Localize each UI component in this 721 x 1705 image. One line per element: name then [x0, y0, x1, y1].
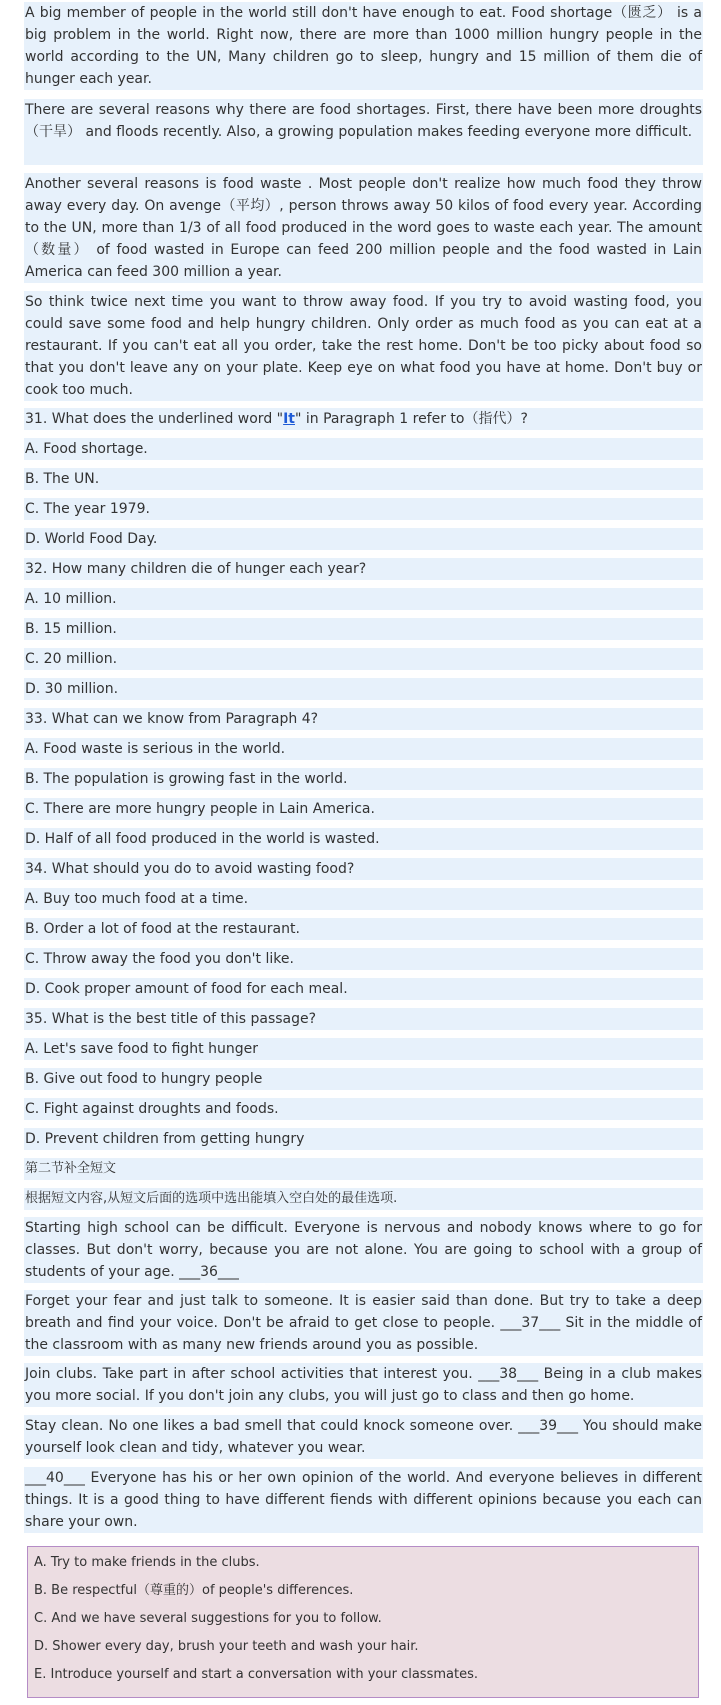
question-35-option-d: D. Prevent children from getting hungry	[24, 1128, 703, 1150]
cloze-paragraph-1: Starting high school can be difficult. Everyone is nervous and nobody knows where to go for classes. But don't worry, because you are not alone. You are going to school with a group of students of your age. ___36___	[24, 1217, 703, 1283]
passage-paragraph-4: So think twice next time you want to throw away food. If you try to avoid wasting food, you could save some food and help hungry children. Only order as much food as you can eat at a restaurant. If you can't eat all you order, take the rest home. Don't be too picky about food so that you don't leave any on your plate. Keep eye on what food you have at home. Don't buy or cook too much.	[24, 291, 703, 401]
question-31-suffix: " in Paragraph 1 refer to（指代）?	[295, 411, 528, 427]
question-33-option-c: C. There are more hungry people in Lain America.	[24, 798, 703, 820]
question-34-option-d: D. Cook proper amount of food for each meal.	[24, 978, 703, 1000]
question-33-option-a: A. Food waste is serious in the world.	[24, 738, 703, 760]
question-31	[24, 408, 703, 430]
question-32-option-b: B. 15 million.	[24, 618, 703, 640]
cloze-paragraph-5: ___40___ Everyone has his or her own opinion of the world. And everyone believes in different things. It is a good thing to have different fiends with different opinions because you each can share your own.	[24, 1467, 703, 1533]
question-33: 33. What can we know from Paragraph 4?	[24, 708, 703, 730]
question-32-option-d: D. 30 million.	[24, 678, 703, 700]
option-a: A. Try to make friends in the clubs.	[34, 1555, 260, 1570]
cloze-paragraph-4: Stay clean. No one likes a bad smell that could knock someone over. ___39___ You should make yourself look clean and tidy, whatever you wear.	[24, 1415, 703, 1459]
question-31-option-c: C. The year 1979.	[24, 498, 703, 520]
question-31-option-d: D. World Food Day.	[24, 528, 703, 550]
question-34-option-c: C. Throw away the food you don't like.	[24, 948, 703, 970]
section-heading: 第二节补全短文	[24, 1158, 703, 1180]
question-35-option-c: C. Fight against droughts and foods.	[24, 1098, 703, 1120]
question-31-option-a: A. Food shortage.	[24, 438, 703, 460]
section-instruction: 根据短文内容,从短文后面的选项中选出能填入空白处的最佳选项.	[24, 1188, 703, 1210]
question-34: 34. What should you do to avoid wasting food?	[24, 858, 703, 880]
question-31-prefix: 31. What does the underlined word "	[25, 411, 284, 427]
underlined-word: It	[283, 411, 295, 427]
question-35-option-a: A. Let's save food to fight hunger	[24, 1038, 703, 1060]
passage-paragraph-1: A big member of people in the world still don't have enough to eat. Food shortage（匮乏） is a big problem in the world. Right now, there are more than 1000 million hungry people in the world according to the UN, Many children go to sleep, hungry and 15 million of them die of hunger each year.	[24, 2, 703, 90]
passage-paragraph-2: There are several reasons why there are food shortages. First, there have been more droughts（干旱） and floods recently. Also, a growing population makes feeding everyone more difficult.	[24, 99, 703, 165]
question-32: 32. How many children die of hunger each year?	[24, 558, 703, 580]
question-33-option-d: D. Half of all food produced in the world is wasted.	[24, 828, 703, 850]
question-34-option-a: A. Buy too much food at a time.	[24, 888, 703, 910]
question-35-option-b: B. Give out food to hungry people	[24, 1068, 703, 1090]
question-35: 35. What is the best title of this passage?	[24, 1008, 703, 1030]
option-d: D. Shower every day, brush your teeth and wash your hair.	[34, 1639, 419, 1654]
cloze-paragraph-3: Join clubs. Take part in after school activities that interest you. ___38___ Being in a club makes you more social. If you don't join any clubs, you will just go to class and then go home.	[24, 1363, 703, 1407]
passage-paragraph-3: Another several reasons is food waste . Most people don't realize how much food they throw away every day. On avenge（平均）, person throws away 50 kilos of food every year. According to the UN, more than 1/3 of all food produced in the word goes to waste each year. The amount（数量） of food wasted in Europe can feed 200 million people and the food wasted in Lain America can feed 300 million a year.	[24, 173, 703, 283]
cloze-paragraph-2: Forget your fear and just talk to someone. It is easier said than done. But try to take a deep breath and find your voice. Don't be afraid to get close to people. ___37___ Sit in the middle of the classroom with as many new friends around you as possible.	[24, 1290, 703, 1356]
question-34-option-b: B. Order a lot of food at the restaurant.	[24, 918, 703, 940]
option-e: E. Introduce yourself and start a conversation with your classmates.	[34, 1667, 478, 1682]
question-32-option-c: C. 20 million.	[24, 648, 703, 670]
question-32-option-a: A. 10 million.	[24, 588, 703, 610]
question-31-option-b: B. The UN.	[24, 468, 703, 490]
question-33-option-b: B. The population is growing fast in the world.	[24, 768, 703, 790]
options-box	[27, 1546, 699, 1698]
option-b: B. Be respectful（尊重的）of people's differences.	[34, 1583, 354, 1598]
option-c: C. And we have several suggestions for you to follow.	[34, 1611, 382, 1626]
